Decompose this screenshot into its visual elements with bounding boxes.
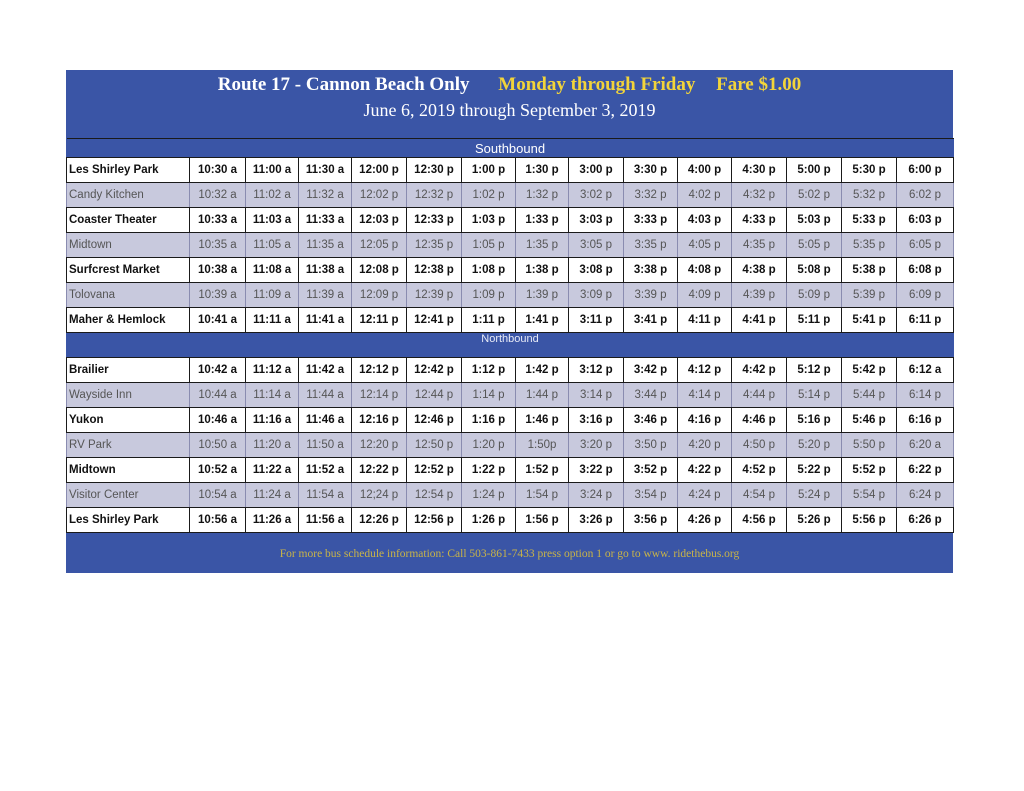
stop-name: Les Shirley Park xyxy=(67,158,190,183)
departure-time: 3:46 p xyxy=(624,408,678,433)
departure-time: 4:14 p xyxy=(678,383,732,408)
departure-time: 12:42 p xyxy=(407,358,462,383)
departure-time: 11:11 a xyxy=(246,308,299,333)
departure-time: 11:54 a xyxy=(299,483,352,508)
departure-time: 3:38 p xyxy=(624,258,678,283)
departure-time: 1:03 p xyxy=(462,208,516,233)
departure-time: 11:46 a xyxy=(299,408,352,433)
stop-name: Les Shirley Park xyxy=(67,508,190,533)
departure-time: 1:56 p xyxy=(516,508,569,533)
departure-time: 3:24 p xyxy=(569,483,624,508)
departure-time: 12;24 p xyxy=(352,483,407,508)
departure-time: 1:39 p xyxy=(516,283,569,308)
stop-name: Surfcrest Market xyxy=(67,258,190,283)
departure-time: 3:26 p xyxy=(569,508,624,533)
departure-time: 4:20 p xyxy=(678,433,732,458)
departure-time: 4:08 p xyxy=(678,258,732,283)
departure-time: 4:54 p xyxy=(732,483,787,508)
departure-time: 6:12 a xyxy=(897,358,954,383)
departure-time: 12:35 p xyxy=(407,233,462,258)
stop-name: Midtown xyxy=(67,233,190,258)
departure-time: 4:38 p xyxy=(732,258,787,283)
departure-time: 3:05 p xyxy=(569,233,624,258)
departure-time: 6:00 p xyxy=(897,158,954,183)
departure-time: 5:54 p xyxy=(842,483,897,508)
departure-time: 3:14 p xyxy=(569,383,624,408)
table-row xyxy=(67,483,954,508)
departure-time: 10:54 a xyxy=(190,483,246,508)
departure-time: 3:41 p xyxy=(624,308,678,333)
departure-time: 11:05 a xyxy=(246,233,299,258)
departure-time: 6:20 a xyxy=(897,433,954,458)
departure-time: 3:42 p xyxy=(624,358,678,383)
stop-name: Visitor Center xyxy=(67,483,190,508)
departure-time: 1:12 p xyxy=(462,358,516,383)
departure-time: 6:16 p xyxy=(897,408,954,433)
departure-time: 11:30 a xyxy=(299,158,352,183)
departure-time: 3:09 p xyxy=(569,283,624,308)
departure-time: 3:03 p xyxy=(569,208,624,233)
departure-time: 1:26 p xyxy=(462,508,516,533)
departure-time: 1:35 p xyxy=(516,233,569,258)
departure-time: 5:09 p xyxy=(787,283,842,308)
table-row xyxy=(67,283,954,308)
departure-time: 12:14 p xyxy=(352,383,407,408)
departure-time: 11:39 a xyxy=(299,283,352,308)
departure-time: 3:44 p xyxy=(624,383,678,408)
departure-time: 12:16 p xyxy=(352,408,407,433)
departure-time: 4:39 p xyxy=(732,283,787,308)
departure-time: 4:41 p xyxy=(732,308,787,333)
table-row xyxy=(67,433,954,458)
departure-time: 5:56 p xyxy=(842,508,897,533)
departure-time: 1:38 p xyxy=(516,258,569,283)
departure-time: 6:22 p xyxy=(897,458,954,483)
departure-time: 4:50 p xyxy=(732,433,787,458)
departure-time: 11:56 a xyxy=(299,508,352,533)
departure-time: 6:03 p xyxy=(897,208,954,233)
departure-time: 5:46 p xyxy=(842,408,897,433)
departure-time: 3:30 p xyxy=(624,158,678,183)
departure-time: 3:52 p xyxy=(624,458,678,483)
departure-time: 12:26 p xyxy=(352,508,407,533)
service-days: Monday through Friday xyxy=(498,74,696,95)
stop-name: Maher & Hemlock xyxy=(67,308,190,333)
departure-time: 3:35 p xyxy=(624,233,678,258)
departure-time: 11:32 a xyxy=(299,183,352,208)
departure-time: 4:35 p xyxy=(732,233,787,258)
departure-time: 5:38 p xyxy=(842,258,897,283)
departure-time: 11:02 a xyxy=(246,183,299,208)
departure-time: 10:30 a xyxy=(190,158,246,183)
departure-time: 5:52 p xyxy=(842,458,897,483)
stop-name: Tolovana xyxy=(67,283,190,308)
departure-time: 3:02 p xyxy=(569,183,624,208)
departure-time: 4:44 p xyxy=(732,383,787,408)
departure-time: 12:20 p xyxy=(352,433,407,458)
departure-time: 10:32 a xyxy=(190,183,246,208)
stop-name: Brailier xyxy=(67,358,190,383)
departure-time: 1:22 p xyxy=(462,458,516,483)
departure-time: 5:30 p xyxy=(842,158,897,183)
departure-time: 4:26 p xyxy=(678,508,732,533)
departure-time: 12:41 p xyxy=(407,308,462,333)
departure-time: 10:41 a xyxy=(190,308,246,333)
departure-time: 11:16 a xyxy=(246,408,299,433)
departure-time: 5:50 p xyxy=(842,433,897,458)
departure-time: 12:33 p xyxy=(407,208,462,233)
table-row xyxy=(67,158,954,183)
table-row xyxy=(67,408,954,433)
northbound-header-row xyxy=(67,333,954,358)
departure-time: 5:41 p xyxy=(842,308,897,333)
departure-time: 3:50 p xyxy=(624,433,678,458)
departure-time: 3:22 p xyxy=(569,458,624,483)
departure-time: 11:42 a xyxy=(299,358,352,383)
departure-time: 3:32 p xyxy=(624,183,678,208)
departure-time: 6:02 p xyxy=(897,183,954,208)
departure-time: 5:05 p xyxy=(787,233,842,258)
southbound-label: Southbound xyxy=(67,139,954,158)
departure-time: 12:46 p xyxy=(407,408,462,433)
departure-time: 10:38 a xyxy=(190,258,246,283)
departure-time: 6:26 p xyxy=(897,508,954,533)
departure-time: 1:30 p xyxy=(516,158,569,183)
route-title: Route 17 - Cannon Beach Only xyxy=(217,74,470,95)
schedule-table xyxy=(66,138,954,533)
departure-time: 12:02 p xyxy=(352,183,407,208)
stop-name: RV Park xyxy=(67,433,190,458)
departure-time: 5:39 p xyxy=(842,283,897,308)
departure-time: 12:54 p xyxy=(407,483,462,508)
departure-time: 11:24 a xyxy=(246,483,299,508)
departure-time: 5:35 p xyxy=(842,233,897,258)
footer-info: For more bus schedule information: Call 503-861-7433 press option 1 or go to www. ridethebus.org xyxy=(279,548,740,560)
departure-time: 12:12 p xyxy=(352,358,407,383)
stop-name: Midtown xyxy=(67,458,190,483)
departure-time: 12:00 p xyxy=(352,158,407,183)
table-row xyxy=(67,508,954,533)
departure-time: 5:12 p xyxy=(787,358,842,383)
stop-name: Yukon xyxy=(67,408,190,433)
departure-time: 12:52 p xyxy=(407,458,462,483)
departure-time: 1:33 p xyxy=(516,208,569,233)
service-dates: June 6, 2019 through September 3, 2019 xyxy=(363,100,656,120)
departure-time: 3:11 p xyxy=(569,308,624,333)
departure-time: 10:50 a xyxy=(190,433,246,458)
departure-time: 6:24 p xyxy=(897,483,954,508)
table-row xyxy=(67,383,954,408)
departure-time: 11:20 a xyxy=(246,433,299,458)
departure-time: 1:41 p xyxy=(516,308,569,333)
stop-name: Coaster Theater xyxy=(67,208,190,233)
departure-time: 1:46 p xyxy=(516,408,569,433)
departure-time: 6:08 p xyxy=(897,258,954,283)
departure-time: 5:00 p xyxy=(787,158,842,183)
departure-time: 6:11 p xyxy=(897,308,954,333)
departure-time: 11:12 a xyxy=(246,358,299,383)
departure-time: 1:20 p xyxy=(462,433,516,458)
departure-time: 1:24 p xyxy=(462,483,516,508)
northbound-label: Northbound xyxy=(67,333,954,358)
departure-time: 5:22 p xyxy=(787,458,842,483)
departure-time: 11:00 a xyxy=(246,158,299,183)
departure-time: 1:09 p xyxy=(462,283,516,308)
departure-time: 5:02 p xyxy=(787,183,842,208)
departure-time: 12:56 p xyxy=(407,508,462,533)
departure-time: 11:08 a xyxy=(246,258,299,283)
table-row xyxy=(67,183,954,208)
departure-time: 4:30 p xyxy=(732,158,787,183)
departure-time: 5:03 p xyxy=(787,208,842,233)
departure-time: 12:22 p xyxy=(352,458,407,483)
departure-time: 5:14 p xyxy=(787,383,842,408)
departure-time: 1:02 p xyxy=(462,183,516,208)
departure-time: 11:03 a xyxy=(246,208,299,233)
departure-time: 4:11 p xyxy=(678,308,732,333)
departure-time: 5:26 p xyxy=(787,508,842,533)
departure-time: 1:54 p xyxy=(516,483,569,508)
table-row xyxy=(67,258,954,283)
departure-time: 4:09 p xyxy=(678,283,732,308)
schedule-header xyxy=(66,70,953,138)
departure-time: 12:08 p xyxy=(352,258,407,283)
departure-time: 4:33 p xyxy=(732,208,787,233)
departure-time: 5:33 p xyxy=(842,208,897,233)
departure-time: 10:42 a xyxy=(190,358,246,383)
departure-time: 4:52 p xyxy=(732,458,787,483)
departure-time: 5:20 p xyxy=(787,433,842,458)
departure-time: 12:30 p xyxy=(407,158,462,183)
departure-time: 6:05 p xyxy=(897,233,954,258)
departure-time: 10:44 a xyxy=(190,383,246,408)
departure-time: 1:32 p xyxy=(516,183,569,208)
departure-time: 3:16 p xyxy=(569,408,624,433)
departure-time: 3:08 p xyxy=(569,258,624,283)
departure-time: 4:22 p xyxy=(678,458,732,483)
departure-time: 1:14 p xyxy=(462,383,516,408)
southbound-header-row xyxy=(67,139,954,158)
departure-time: 11:50 a xyxy=(299,433,352,458)
departure-time: 12:39 p xyxy=(407,283,462,308)
departure-time: 3:20 p xyxy=(569,433,624,458)
departure-time: 11:52 a xyxy=(299,458,352,483)
departure-time: 5:32 p xyxy=(842,183,897,208)
stop-name: Candy Kitchen xyxy=(67,183,190,208)
departure-time: 4:00 p xyxy=(678,158,732,183)
departure-time: 12:05 p xyxy=(352,233,407,258)
departure-time: 12:09 p xyxy=(352,283,407,308)
departure-time: 10:39 a xyxy=(190,283,246,308)
departure-time: 6:14 p xyxy=(897,383,954,408)
table-row xyxy=(67,308,954,333)
departure-time: 6:09 p xyxy=(897,283,954,308)
departure-time: 4:46 p xyxy=(732,408,787,433)
departure-time: 3:12 p xyxy=(569,358,624,383)
fare: Fare $1.00 xyxy=(716,74,802,95)
departure-time: 1:44 p xyxy=(516,383,569,408)
departure-time: 10:52 a xyxy=(190,458,246,483)
departure-time: 4:24 p xyxy=(678,483,732,508)
stop-name: Wayside Inn xyxy=(67,383,190,408)
departure-time: 10:35 a xyxy=(190,233,246,258)
departure-time: 4:03 p xyxy=(678,208,732,233)
departure-time: 1:50p xyxy=(516,433,569,458)
departure-time: 5:42 p xyxy=(842,358,897,383)
departure-time: 5:24 p xyxy=(787,483,842,508)
departure-time: 3:00 p xyxy=(569,158,624,183)
table-row xyxy=(67,233,954,258)
departure-time: 1:16 p xyxy=(462,408,516,433)
departure-time: 4:02 p xyxy=(678,183,732,208)
schedule-panel xyxy=(66,70,953,573)
departure-time: 3:56 p xyxy=(624,508,678,533)
table-row xyxy=(67,358,954,383)
departure-time: 4:12 p xyxy=(678,358,732,383)
departure-time: 3:33 p xyxy=(624,208,678,233)
departure-time: 12:38 p xyxy=(407,258,462,283)
departure-time: 1:11 p xyxy=(462,308,516,333)
title-line xyxy=(66,74,953,96)
departure-time: 11:44 a xyxy=(299,383,352,408)
departure-time: 10:46 a xyxy=(190,408,246,433)
departure-time: 5:11 p xyxy=(787,308,842,333)
departure-time: 5:08 p xyxy=(787,258,842,283)
departure-time: 10:33 a xyxy=(190,208,246,233)
departure-time: 1:42 p xyxy=(516,358,569,383)
departure-time: 1:52 p xyxy=(516,458,569,483)
departure-time: 11:33 a xyxy=(299,208,352,233)
departure-time: 4:32 p xyxy=(732,183,787,208)
departure-time: 12:44 p xyxy=(407,383,462,408)
departure-time: 11:38 a xyxy=(299,258,352,283)
departure-time: 4:16 p xyxy=(678,408,732,433)
departure-time: 5:44 p xyxy=(842,383,897,408)
departure-time: 12:50 p xyxy=(407,433,462,458)
departure-time: 12:32 p xyxy=(407,183,462,208)
departure-time: 4:42 p xyxy=(732,358,787,383)
departure-time: 11:14 a xyxy=(246,383,299,408)
departure-time: 1:00 p xyxy=(462,158,516,183)
departure-time: 11:09 a xyxy=(246,283,299,308)
departure-time: 10:56 a xyxy=(190,508,246,533)
departure-time: 1:05 p xyxy=(462,233,516,258)
departure-time: 11:22 a xyxy=(246,458,299,483)
table-row xyxy=(67,458,954,483)
departure-time: 3:54 p xyxy=(624,483,678,508)
departure-time: 12:03 p xyxy=(352,208,407,233)
departure-time: 1:08 p xyxy=(462,258,516,283)
departure-time: 12:11 p xyxy=(352,308,407,333)
departure-time: 4:56 p xyxy=(732,508,787,533)
departure-time: 11:26 a xyxy=(246,508,299,533)
departure-time: 4:05 p xyxy=(678,233,732,258)
departure-time: 11:41 a xyxy=(299,308,352,333)
table-row xyxy=(67,208,954,233)
departure-time: 3:39 p xyxy=(624,283,678,308)
departure-time: 11:35 a xyxy=(299,233,352,258)
departure-time: 5:16 p xyxy=(787,408,842,433)
